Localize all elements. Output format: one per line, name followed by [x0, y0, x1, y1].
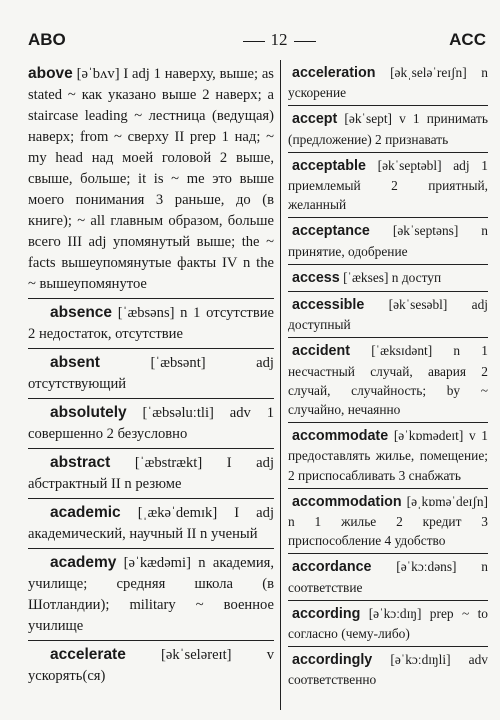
right-column	[288, 60, 488, 693]
entry-headword: absent	[50, 354, 100, 371]
dictionary-entry	[28, 60, 274, 299]
entry-definition: [əˈbʌv] I adj 1 наверху, выше; as stated ~ как указано выше 2 наверх; a staircase leading ~ лестница (ведущая) наверх; from ~ сверху II prep 1 над; ~ my head над моей головой 2 выше, свыше, больше; it is ~ me это выше моего понимания 3 раньше, до (в книге); ~ all главным образом, больше всего III adj упомянутый выше; the ~ facts вышеупомянутые факты IV n the ~ вышеупомянутое	[28, 66, 274, 292]
dictionary-entry	[288, 601, 488, 647]
header-right-guide-word: ACC	[449, 30, 486, 49]
dictionary-entry	[28, 399, 274, 449]
left-column	[28, 60, 274, 690]
column-divider	[280, 60, 281, 710]
entry-headword: accordance	[292, 559, 372, 576]
dictionary-entry	[288, 60, 488, 106]
dictionary-entry	[288, 265, 488, 292]
entry-headword: academic	[50, 504, 121, 521]
entry-headword: absolutely	[50, 404, 127, 421]
entry-definition: [əˈkɔːdɪŋ] prep ~ to согласно (чему-либо)	[288, 605, 488, 642]
entry-definition: [ˈæksɪdənt] n 1 несчастный случай, авария 2 случай, случайность; by ~ случайно, нечаянно	[288, 343, 488, 418]
header-left-guide-word: ABO	[28, 30, 66, 49]
dictionary-entry	[28, 549, 274, 641]
entry-headword: above	[28, 65, 73, 82]
entry-definition: [ˈæbsənt] adj отсутствующий	[28, 355, 274, 392]
entry-definition: [əˌkɒməˈdeɪʃn] n 1 жилье 2 кредит 3 приспособление 4 удобство	[288, 493, 488, 549]
entry-headword: academy	[50, 554, 117, 571]
dictionary-entry	[28, 641, 274, 690]
entry-definition: [əkˈsept] v 1 принимать (предложение) 2 признавать	[288, 111, 488, 147]
entry-headword: according	[292, 605, 361, 622]
entry-definition: [əkˈseləreɪt] v ускорять(ся)	[28, 647, 274, 684]
entry-definition: [əˈkɔːdəns] n соответствие	[288, 559, 488, 595]
dictionary-entry	[288, 489, 488, 555]
dictionary-entry	[288, 338, 488, 423]
dictionary-entry	[28, 499, 274, 549]
dictionary-entry	[28, 349, 274, 399]
entry-headword: accident	[292, 343, 351, 360]
entry-headword: accessible	[292, 297, 365, 314]
page-number-text: 12	[270, 30, 288, 49]
dictionary-entry	[28, 449, 274, 499]
dictionary-entry	[288, 153, 488, 219]
entry-definition: [əkˈseptəns] n принятие, одобрение	[288, 223, 488, 259]
entry-headword: abstract	[50, 454, 111, 471]
entry-definition: [ˈæbsəns] n 1 отсутствие 2 недостаток, отсутствие	[28, 305, 274, 342]
entry-definition: [əˈkɔːdɪŋli] adv соответственно	[288, 652, 488, 688]
entry-headword: accommodate	[292, 428, 389, 445]
entry-definition: [ˈækses] n доступ	[343, 269, 442, 285]
entry-headword: acceptable	[292, 157, 366, 174]
entry-headword: absence	[50, 304, 113, 321]
entry-definition: [əkˈseptəbl] adj 1 приемлемый 2 приятный, желанный	[288, 157, 488, 213]
entry-headword: accept	[292, 111, 338, 128]
page-header	[28, 30, 486, 52]
dictionary-entry	[288, 218, 488, 264]
entry-definition: [ˈæbstrækt] I adj абстрактный II n резюме	[28, 455, 274, 492]
page-number	[224, 30, 334, 50]
entry-definition: [əkˌseləˈreɪʃn] n ускорение	[288, 65, 488, 101]
dictionary-entry	[288, 423, 488, 489]
entry-headword: acceptance	[292, 223, 370, 240]
entry-definition: [ˈæbsəluːtli] adv 1 совершенно 2 безусловно	[28, 405, 274, 442]
entry-definition: [ˌækəˈdemɪk] I adj академический, научный II n ученый	[28, 505, 274, 542]
entry-definition: [əˈkædəmi] n академия, училище; средняя школа (в Шотландии); military ~ военное училище	[28, 555, 274, 634]
entry-definition: [əkˈsesəbl] adj доступный	[288, 297, 488, 333]
entry-headword: acceleration	[292, 65, 376, 81]
dictionary-entry	[288, 106, 488, 152]
dictionary-entry	[288, 647, 488, 692]
entry-headword: accordingly	[292, 652, 373, 669]
entry-headword: access	[292, 269, 340, 286]
entry-definition: [əˈkɒmədeɪt] v 1 предоставлять жилье, помещение; 2 приспосабливать 3 снабжать	[288, 428, 488, 483]
entry-headword: accommodation	[292, 493, 402, 510]
entry-headword: accelerate	[50, 646, 126, 663]
dictionary-entry	[288, 554, 488, 600]
dictionary-entry	[288, 292, 488, 338]
dictionary-entry	[28, 299, 274, 349]
